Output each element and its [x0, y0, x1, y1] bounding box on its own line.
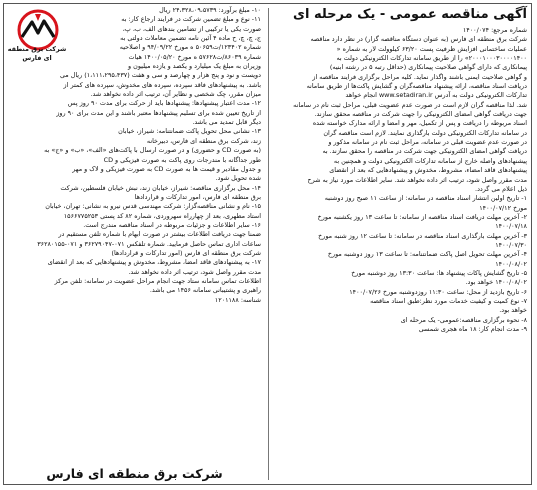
notice-item-line: شماره ۱۲۳۴۰۲/ت۵۰۶۵۹ ه مورخ ۹۴/۰۹/۲۲ و اصلاحیه: [119, 43, 261, 52]
notice-item-line: ۱۳- نشانی محل تحویل پاکت ضمانتنامه: شیراز، خیابان: [118, 127, 261, 136]
notice-item-line: وزیران به مبلغ یک میلیارد و یکصد و یازده میلیون و: [128, 62, 261, 71]
column-divider: [268, 8, 269, 480]
signature: شرکت برق منطقه ای فارس: [46, 466, 223, 481]
notice-body-line: در صورت عدم عضویت قبلی در سامانه، مراحل ثبت نام در سامانه مذکور و: [328, 138, 527, 147]
notice-item-line: ۲- آخرین مهلت دریافت اسناد مناقصه از سامانه: تا ساعت ۱۳ روز یکشنبه مورخ: [317, 212, 527, 221]
reference-number: شماره مرجع: ۱۴۰۰/۰۷۴: [462, 26, 527, 34]
notice-item-line: زند، شرکت برق منطقه ای فارس، دبیرخانه: [146, 136, 261, 145]
notice-item-line: و جدول مقادیر و قیمت ها به صورت CD به صورت فیزیکی و لاک و مهر: [72, 164, 261, 173]
notice-item-line: صورت یکی یا ترکیبی از تضامین بندهای الف، ب، پ،: [122, 24, 261, 33]
notice-item-line: ۳- آخرین مهلت بارگذاری اسناد مناقصه در سامانه: تا ساعت ۱۲ روز شنبه مورخ: [318, 231, 527, 240]
notice-body-line: دریافت اسناد مناقصه، ارائه پیشنهاد مناقصه‌گران و گشایش پاکت‌ها از طریق سامانه: [306, 82, 527, 91]
notice-item-line: ۱۶- سایر اطلاعات و جزئیات مربوطه در اسناد مناقصه مندرج است.: [83, 220, 261, 229]
notice-item-line: ۱۱- نوع و مبلغ تضمین شرکت در فرایند ارجاع کار: به: [121, 15, 261, 24]
notice-item-line: مدت مقرر واصل شود، ترتیب اثر داده نخواهد شد.: [128, 267, 261, 276]
notice-body-line: شرکت برق منطقه ای فارس (به عنوان دستگاه مناقصه گزار) در نظر دارد مناقصه: [310, 35, 527, 44]
notice-item-line: (به صورت CD و حضوری) و در صورت ارسال با پاکت‌های «الف»، «ب» و «ج» به: [44, 146, 261, 155]
notice-body-line: مدت مقرر واصل شود، ترتیب اثر داده نخواهد شد. سایر اطلاعات مورد نیاز به شرح: [307, 175, 527, 184]
notice-body-line: پیشنهادهای فاقد امضاء، مشروط، مخدوش و پیشنهادهایی که بعد از انقضای: [329, 166, 527, 175]
notice-item-line: ۷- نوع کمیت و کیفیت خدمات مورد نظر:طبق اسناد مناقصه: [370, 296, 527, 305]
notice-item-line: باشد. به پیشنهادهای فاقد سپرده، سپرده های مخدوش، سپرده های کمتر از: [63, 80, 261, 89]
notice-item-line: شده تحویل شود.: [215, 174, 261, 183]
notice-item-line: دیگر قابل تمدید می باشد.: [192, 118, 261, 127]
notice-item-line: ۱۴۰۰/۰۸/۰۲: [495, 259, 527, 268]
notice-item-line: ۱- تاریخ اولین انتشار اسناد مناقصه در سامانه: از ساعت ۱۱ صبح روز دوشنبه: [324, 194, 527, 203]
notice-item-line: ۴- آخرین مهلت تحویل اصل پاکت ضمانتنامه: تا ساعت ۱۳ روز دوشنبه مورخ: [327, 250, 527, 259]
notice-item-line: ساعات اداری تماس حاصل فرمایید. شماره تلفکس ۰۷۱-۳۶۲۷۹۰۴۷ و ۰۷۱-۳۶۲۸۰۱۵۵: [37, 239, 261, 248]
notice-title: آگهی مناقصه عمومی - یک مرحله ای: [293, 7, 527, 22]
notice-item-line: شناسه: ۱۲۰۱۱۸۸: [214, 295, 261, 304]
notice-item-line: ۱۰- مبلغ برآورد: ۲۴،۳۲۸،۰۹،۵۷۳۹ ریال: [159, 6, 261, 14]
notice-item-line: برق منطقه ای فارس، امور تدارکات و قراردادها: [134, 192, 261, 201]
notice-body-line: عملیات ساختمانی افزایش ظرفیت پست ۶۳/۲۰ کیلوولت لار به شماره «: [336, 44, 527, 53]
notice-item-line: ۹- مدت انجام کار: ۱۸ ماه هجری شمسی: [418, 325, 527, 333]
notice-item-line: ۱۵- نام و نشانی مناقصه‌گزار: شرکت مهندسی قدس نیرو به نشانی: تهران، خیابان: [45, 202, 261, 211]
notice-item-line: شرکت برق منطقه ای فارس (امور تدارکات و قراردادها): [111, 248, 261, 257]
notice-body-line: پیمانکاری که دارای گواهی صلاحیت پیمانکاری (حداقل رتبه ۵ در رشته ابنیه): [329, 63, 527, 72]
notice-item-line: اطلاعات تماس سامانه ستاد جهت انجام مراحل عضویت در سامانه: تلفن مرکز: [54, 276, 261, 285]
notice-body-line: اسناد مربوطه را دریافت و پس از تکمیل، مهر و امضا و ارائه مدارک خواسته شده: [312, 119, 527, 128]
notice-item-line: ۵- تاریخ گشایش پاکات پیشنهاد ها: ساعت ۱۳:۳۰ روز دوشنبه مورخ: [351, 268, 527, 277]
notice-body-line: و گواهی صلاحیت ایمنی باشند واگذار نماید. کلیه مراحل برگزاری فرایند مناقصه از: [312, 72, 527, 81]
notice-body-line: در سامانه تدارکات الکترونیکی دولت بارگذاری نمایند. لازم است مناقصه گران: [323, 128, 527, 137]
notice-item-line: ۱۷- به پیشنهادهای فاقد امضا، مشروط، مخدوش و پیشنهادهایی که بعد از انقضای: [47, 258, 261, 267]
logo-caption: شرکت برق منطقه ای فارس: [7, 45, 67, 62]
notice-body-line: شد. لذا مناقصه گران لازم است در صورت عدم عضویت قبلی، مراحل ثبت نام در سامانه: [293, 100, 527, 109]
notice-body-line: دریافت گواهی امضای الکترونیکی جهت شرکت در مناقصه را محقق سازند. به: [322, 147, 527, 156]
notice-item-line: راهبری و پشتیبانی سامانه ۱۴۵۶ می باشد.: [149, 286, 261, 295]
notice-item-line: ۸- نحوه برگزاری مناقصه:عمومی- یک مرحله ای: [400, 315, 527, 324]
notice-item-line: ۱۲- مدت اعتبار پیشنهادها: پیشنهادها باید از حرکت برای مدت ۹۰ روز پس: [67, 99, 261, 108]
right-column: [272, 6, 527, 334]
company-logo: [8, 8, 68, 78]
notice-body-line: ذیل اعلام می گردد.: [475, 184, 527, 193]
notice-item-line: ۱۴۰۰/۰۷/۳۰: [495, 240, 527, 249]
notice-body-line: ۲۰۰۰۱۰۰۰۳۰۰۰۰۱۴۰۰» را از طریق سامانه تدارکات الکترونیکی دولت به: [336, 54, 527, 63]
notice-item-line: ضمنا جهت دریافت اطلاعات بیشتر در صورت ابهام با شماره تلفن مستقیم در: [58, 230, 261, 239]
notice-item-line: استاد مطهری، بعد از چهارراه سهروردی، شماره ۸۲ کد پستی ۱۵۶۶۷۷۵۲۵۳: [63, 211, 261, 220]
notice-item-line: مورخ ۱۴۰۰/۰۷/۱۲: [479, 203, 527, 212]
notice-body-line: تدارکات الکترونیکی دولت به آدرس www.setadiran.ir انجام خواهد: [345, 91, 527, 100]
notice-body-line: جهت دریافت گواهی امضای الکترونیکی را جهت شرکت در مناقصه محقق سازند.: [314, 110, 527, 119]
notice-item-line: ۱۴- محل برگزاری مناقصه: شیراز، خیابان زند، نبش خیابان فلسطین، شرکت: [60, 183, 261, 192]
notice-item-line: ۱۴۰۰/۰۷/۱۸: [495, 222, 527, 231]
notice-item-line: شماره ۸۶۰۳۹/ت۵۷۶۲۸ ه مورخ ۱۴۰۰/۰۵/۲۰ هیات: [128, 52, 261, 61]
notice-item-line: دویست و نود و پنج هزار و چهارصد و سی و هفت (۱،۱۱۱،۲۹۵،۴۳۷) ریال می: [59, 71, 261, 80]
notice-item-line: میزان مقرر، چک شخصی و نظایر آن، ترتیب اثر داده نخواهد شد.: [90, 90, 261, 99]
notice-item-line: خواهد بود.: [499, 306, 527, 315]
notice-item-line: ۱۴۰۰/۰۸/۰۲ خواهد بود.: [465, 278, 527, 287]
notice-item-line: ج، چ، چ، ح ماده ۴ آئین نامه تضمین معاملات دولتی به: [120, 34, 261, 43]
notice-item-line: از تاریخ تعیین شده برای تسلیم پیشنهادها معتبر باشند و این مدت برای ۹۰ روز: [56, 108, 261, 117]
notice-item-line: ۶- تاریخ بازدید از محل: ساعت ۱۱:۳۰ روزدوشنبه مورخ ۱۴۰۰/۰۷/۲۶: [349, 287, 527, 296]
notice-body-line: پیشنهادهای واصله خارج از سامانه تدارکات الکترونیکی دولت و همچنین به: [333, 156, 527, 165]
notice-item-line: طور جداگانه با مندرجات روی پاکت به صورت فیزیکی و CD: [103, 155, 261, 164]
